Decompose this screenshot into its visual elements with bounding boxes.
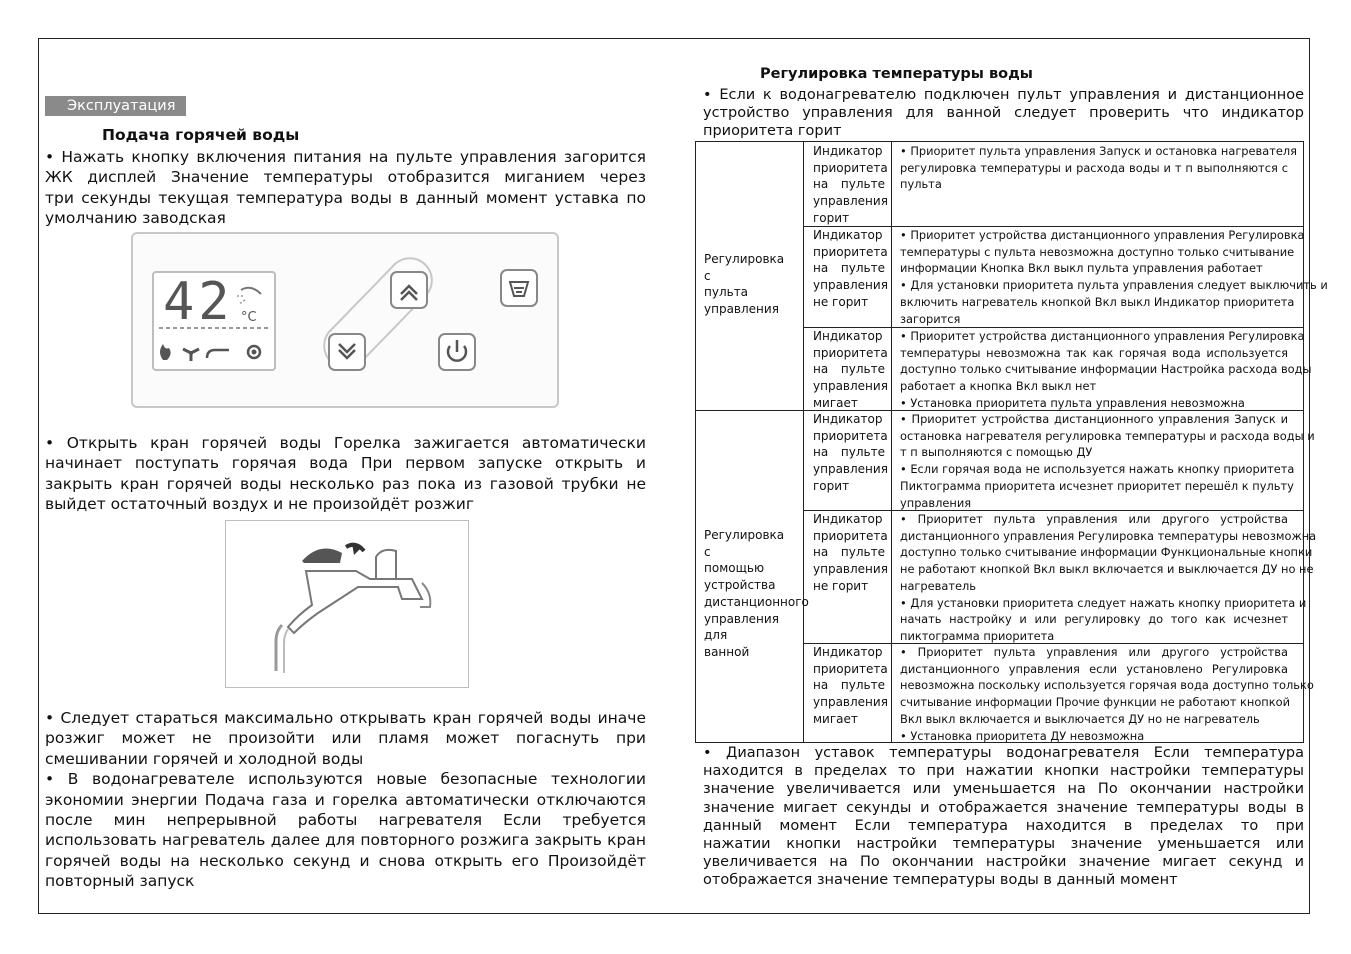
text-line: • Установка приоритета ДУ невозможна: [900, 728, 1145, 743]
text-line: • Установка приоритета пульта управления невозможна: [900, 395, 1245, 410]
paragraph-intro: [703, 86, 1304, 141]
text-line: увеличивается на По окончании настройки значение мигает секунд и: [703, 854, 1304, 871]
text-line: приоритета: [813, 428, 888, 443]
text-line: управления: [704, 302, 779, 317]
text-line: Регулировка с: [704, 528, 785, 559]
text-line: Индикатор: [813, 512, 883, 526]
text-line: экономии энергии Подача газа и горелка автоматически отключаются: [45, 790, 646, 809]
text-line: приоритета горит: [703, 123, 842, 140]
text-line: на пульте: [813, 362, 885, 377]
group-label-remote-panel: [704, 251, 794, 318]
text-line: пульта: [704, 285, 749, 300]
text-line: приоритета: [813, 244, 888, 259]
text-line: горячей воды на несколько секунд и снова открыть его Произойдёт: [45, 851, 646, 870]
text-line: приоритета: [813, 661, 888, 676]
text-line: температуры невозможна так как горячая вода используется: [900, 345, 1288, 360]
text-line: значение увеличивается или уменьшается на По окончании настройки: [703, 781, 1304, 798]
text-line: устройство управления для ванной следует проверить что индикатор: [703, 105, 1304, 122]
description-cell: [900, 227, 1328, 327]
text-line: горит: [813, 478, 850, 493]
description-cell: [900, 143, 1298, 193]
text-line: доступно только считывание информации Функциональные кнопки: [900, 545, 1313, 560]
text-line: считывание информации Прочие функции не работают кнопкой: [900, 695, 1290, 710]
power-button[interactable]: [439, 334, 475, 370]
text-line: мигает: [813, 395, 858, 410]
text-line: Индикатор: [813, 412, 883, 426]
text-line: использовать нагреватель далее для повторного розжига закрыть кран: [45, 831, 646, 850]
text-line: приоритета: [813, 160, 888, 175]
text-line: загорится: [900, 311, 961, 326]
text-line: Индикатор: [813, 329, 883, 343]
tap-illustration: [225, 520, 469, 688]
text-line: закрыть кран горячей воды несколько раз пока из газовой трубки не: [45, 474, 646, 493]
text-line: три секунды текущая температура воды в данный момент уставка по: [45, 188, 646, 207]
text-line: управления: [813, 562, 888, 577]
left-heading: Подача горячей воды: [102, 126, 300, 144]
text-line: умолчанию заводская: [45, 209, 226, 228]
text-line: Индикатор: [813, 144, 883, 158]
section-tag: Эксплуатация: [45, 96, 186, 116]
text-line: Регулировка с: [704, 252, 785, 283]
text-line: дистанционного: [704, 594, 809, 609]
text-line: нажатии кнопки настройки температуры значение уменьшается или: [703, 836, 1304, 853]
text-line: управления: [900, 495, 972, 510]
text-line: невозможна поскольку используется горячая вода доступно только: [900, 678, 1314, 693]
text-line: • Следует стараться максимально открывать кран горячей воды иначе: [45, 709, 646, 727]
paragraph-setpoint-range: [703, 744, 1304, 890]
text-line: • Если к водонагревателю подключен пульт управления и дистанционное: [703, 87, 1304, 103]
text-line: дистанционного управления Регулировка температуры невозможна: [900, 528, 1317, 543]
down-button[interactable]: [329, 334, 365, 370]
text-line: • В водонагревателе используются новые безопасные технологии: [45, 770, 646, 789]
text-line: • Приоритет устройства дистанционного управления Запуск и: [900, 412, 1288, 426]
text-line: отображается значение температуры воды в данный момент: [703, 872, 1178, 889]
lcd-temperature-value: 42: [163, 272, 234, 332]
text-line: • Приоритет пульта управления Запуск и остановка нагревателя: [900, 144, 1298, 158]
text-line: • Приоритет устройства дистанционного управления Регулировка: [900, 228, 1305, 242]
text-line: мигает: [813, 711, 858, 726]
description-cell: [900, 644, 1314, 744]
description-cell: [900, 411, 1315, 511]
indicator-cell: [813, 143, 888, 227]
text-line: доступно только считывание информации Настройка расхода воды: [900, 362, 1312, 377]
text-line: начать настройку и или регулировку до того как исчезнет: [900, 612, 1288, 627]
text-line: смешивании горячей и холодной воды: [45, 749, 364, 768]
group-label-bathroom-remote: [704, 527, 809, 661]
text-line: не работают кнопкой Вкл выкл включается и выключается ДУ но не: [900, 562, 1314, 577]
up-button[interactable]: [391, 272, 427, 308]
text-line: информации Кнопка Вкл выкл пульта управления работает: [900, 261, 1263, 276]
control-panel-image: [131, 232, 559, 408]
text-line: т п выполняются с помощью ДУ: [900, 445, 1093, 460]
text-line: • Диапазон уставок температуры водонагревателя Если температура: [703, 745, 1304, 761]
text-line: повторный запуск: [45, 872, 195, 891]
paragraph-power-on: [45, 147, 646, 229]
text-line: ЖК дисплей Значение температуры отобразится миганием через: [45, 168, 646, 187]
text-line: не горит: [813, 294, 869, 309]
text-line: Индикатор: [813, 645, 883, 659]
text-line: остановка нагревателя регулировка температуры и расхода воды и: [900, 428, 1315, 443]
text-line: начинает поступать горячая вода При первом запуске открыть и: [45, 454, 646, 473]
text-line: Вкл выкл включается и выключается ДУ но не нагреватель: [900, 711, 1260, 726]
text-line: • Для установки приоритета пульта управления следует выключить и: [900, 278, 1328, 293]
text-line: работает а кнопка Вкл выкл нет: [900, 379, 1097, 394]
text-line: дистанционного управления если установлено Регулировка: [900, 661, 1288, 676]
text-line: выйдет остаточный воздух и не произойдёт розжиг: [45, 495, 474, 514]
text-line: данный момент Если температура находится в пределах то при: [703, 817, 1304, 834]
description-cell: [900, 511, 1317, 645]
text-line: управления: [813, 278, 888, 293]
right-heading: Регулировка температуры воды: [760, 66, 1033, 82]
text-line: на пульте: [813, 445, 885, 460]
text-line: находится в пределах то при нажатии кнопки настройки температуры: [703, 763, 1304, 780]
text-line: • Открыть кран горячей воды Горелка зажигается автоматически: [45, 434, 646, 452]
indicator-cell: [813, 227, 888, 311]
text-line: Пиктограмма приоритета исчезнет приоритет перешёл к пульту: [900, 478, 1294, 493]
priority-button[interactable]: [501, 270, 537, 306]
lcd-unit: °C: [241, 310, 257, 325]
text-line: на пульте: [813, 261, 885, 276]
text-line: не горит: [813, 578, 869, 593]
indicator-cell: [813, 328, 888, 412]
text-line: • Приоритет пульта управления или другого устройства: [900, 512, 1288, 526]
text-line: помощью: [704, 561, 765, 576]
text-line: • Для установки приоритета следует нажать кнопку приоритета и: [900, 595, 1307, 610]
text-line: пиктограмма приоритета: [900, 628, 1055, 643]
text-line: • Приоритет пульта управления или другого устройства: [900, 645, 1288, 659]
text-line: розжиг может не произойти или пламя может погаснуть при: [45, 729, 646, 748]
paragraph-open-tap: [45, 433, 646, 515]
text-line: Индикатор: [813, 228, 883, 242]
text-line: на пульте: [813, 545, 885, 560]
indicator-cell: [813, 644, 888, 728]
text-line: на пульте: [813, 678, 885, 693]
text-line: управления: [813, 194, 888, 209]
text-line: • Если горячая вода не используется нажать кнопку приоритета: [900, 462, 1295, 477]
text-line: • Приоритет устройства дистанционного управления Регулировка: [900, 329, 1305, 343]
text-line: ванной: [704, 644, 750, 659]
text-line: на пульте: [813, 177, 885, 192]
description-cell: [900, 328, 1312, 412]
text-line: температуры с пульта невозможна доступно только считывание: [900, 244, 1295, 259]
text-line: управления: [813, 379, 888, 394]
indicator-cell: [813, 411, 888, 495]
text-line: пульта: [900, 177, 942, 192]
paragraph-notes: [45, 708, 646, 892]
text-line: значение мигает секунды и отображается значение температуры воды в: [703, 799, 1304, 816]
text-line: регулировка температуры и расхода воды и т п выполняются с: [900, 160, 1288, 175]
text-line: после мин непрерывной работы нагревателя Если требуется: [45, 811, 646, 830]
text-line: нагреватель: [900, 578, 976, 593]
text-line: управления для: [704, 611, 779, 643]
text-line: приоритета: [813, 345, 888, 360]
text-line: управления: [813, 695, 888, 710]
indicator-cell: [813, 511, 888, 595]
text-line: горит: [813, 210, 850, 225]
text-line: приоритета: [813, 528, 888, 543]
text-line: • Нажать кнопку включения питания на пульте управления загорится: [45, 148, 646, 166]
text-line: управления: [813, 462, 888, 477]
text-line: включить нагреватель кнопкой Вкл выкл Индикатор приоритета: [900, 294, 1295, 309]
priority-table: [695, 141, 1328, 743]
text-line: устройства: [704, 578, 776, 593]
